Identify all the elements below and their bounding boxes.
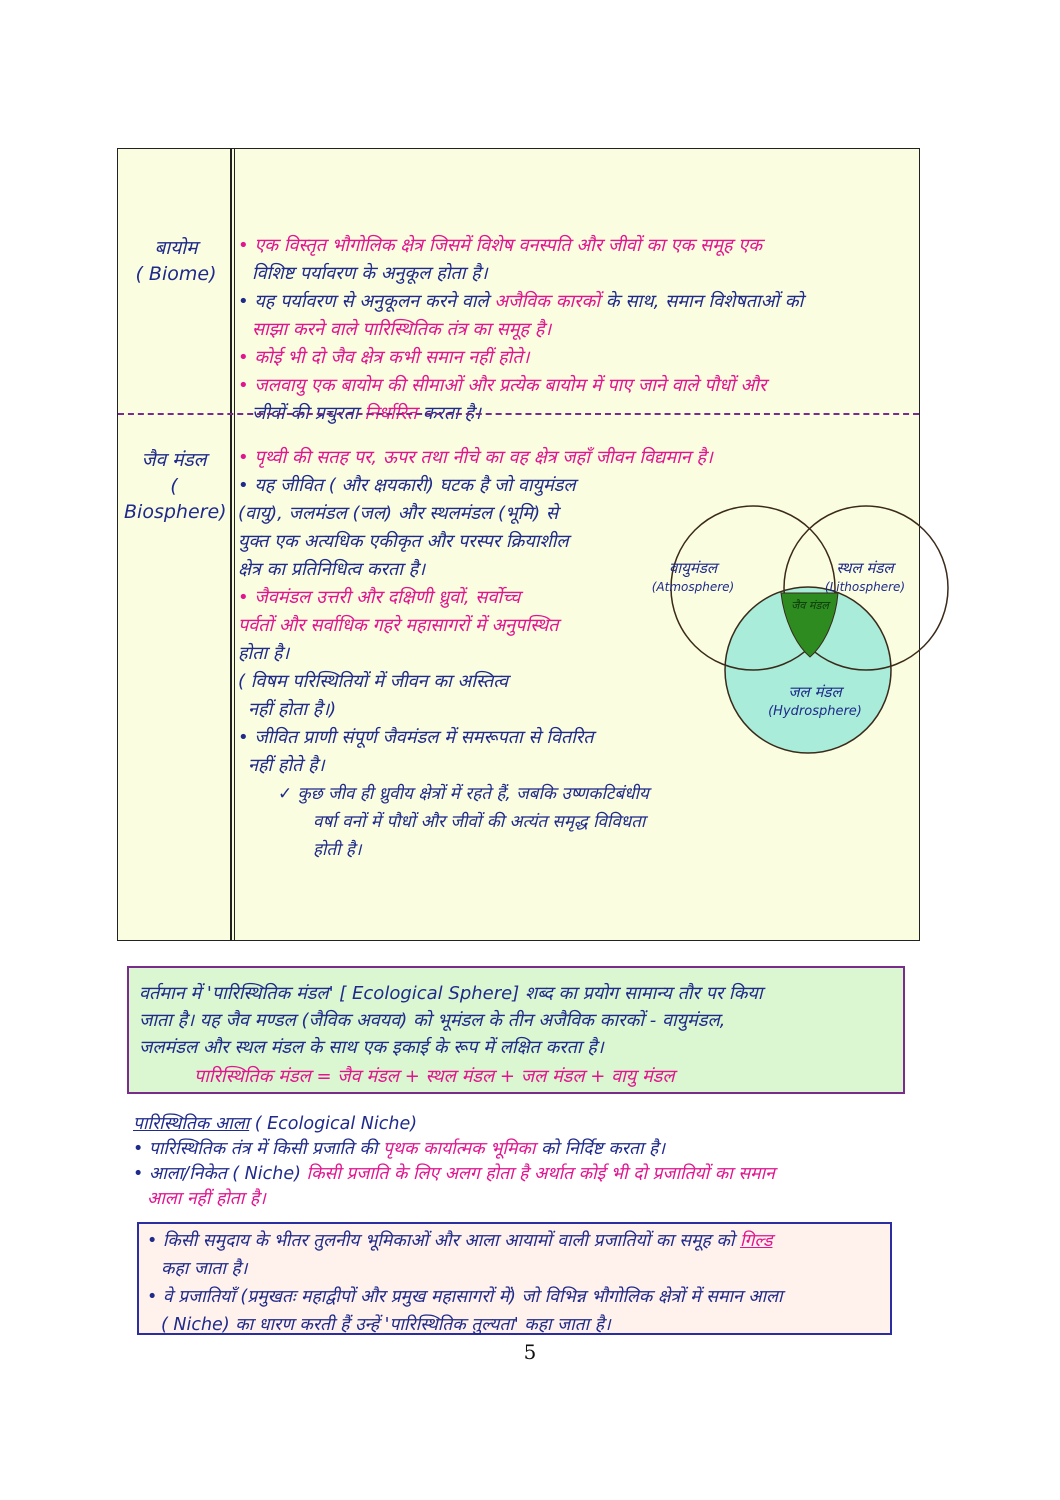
biosphere-point-1: • पृथ्वी की सतह पर, ऊपर तथा नीचे का वह क्षेत्र जहाँ जीवन विद्यमान है।: [238, 445, 913, 471]
eco-box-line-1: वर्तमान में 'पारिस्थितिक मंडल' [ Ecological Sphere] शब्द का प्रयोग सामान्य तौर पर किया: [139, 983, 763, 1004]
eco-sphere-formula: पारिस्थितिक मंडल = जैव मंडल + स्थल मंडल + जल मंडल + वायु मंडल: [194, 1066, 675, 1087]
biosphere-point-3-note-1: ( विषम परिस्थितियों में जीवन का अस्तित्व: [238, 671, 508, 692]
niche-title: पारिस्थितिक आला: [133, 1114, 250, 1134]
biome-term-english: ( Biome): [135, 263, 217, 285]
biosphere-point-2-cont-2: युक्त एक अत्यधिक एकीकृत और परस्पर क्रियाशील: [238, 531, 569, 552]
biome-point-2: • यह पर्यावरण से अनुकूलन करने वाले अजैविक कारकों के साथ, समान विशेषताओं को: [238, 289, 913, 315]
ecological-sphere-box: [127, 966, 905, 1094]
niche-title-english: ( Ecological Niche): [254, 1114, 418, 1134]
biosphere-point-3-cont-1: पर्वतों और सर्वाधिक गहरे महासागरों में अनुपस्थित: [238, 615, 559, 636]
biosphere-tick-note-3: होती है।: [313, 840, 362, 860]
hydrosphere-label-hindi: जल मंडल: [788, 683, 842, 701]
guild-point-1-cont: कहा जाता है।: [161, 1259, 248, 1279]
atmosphere-label-hindi: वायुमंडल: [668, 559, 718, 577]
biome-point-2-cont: साझा करने वाले पारिस्थितिक तंत्र का समूह है।: [252, 319, 552, 340]
biosphere-term-hindi: जैव मंडल: [141, 449, 207, 471]
niche-point-2-cont: आला नहीं होता है।: [147, 1189, 266, 1209]
biosphere-tick-note-2: वर्षा वनों में पौधों और जीवों की अत्यंत समृद्ध विविधता: [313, 812, 646, 832]
biosphere-point-2-cont-3: क्षेत्र का प्रतिनिधित्व करता है।: [238, 559, 426, 580]
guild-point-1: • किसी समुदाय के भीतर तुलनीय भूमिकाओं और आला आयामों वाली प्रजातियों का समूह को गिल्ड: [147, 1228, 882, 1254]
section-divider: [118, 413, 919, 415]
guild-box: [137, 1222, 892, 1335]
hydrosphere-label: [760, 683, 870, 721]
biome-point-1-cont: विशिष्ट पर्यावरण के अनुकूल होता है।: [252, 263, 488, 284]
lithosphere-label-english: (Lithosphere): [824, 580, 906, 594]
notebook-panel: [117, 148, 920, 941]
eco-box-line-2: जाता है। यह जैव मण्डल (जैविक अवयव) को भूमंडल के तीन अजैविक कारकों - वायुमंडल,: [139, 1010, 726, 1031]
biosphere-term: [124, 447, 227, 525]
venn-diagram: [638, 485, 908, 745]
lithosphere-label-hindi: स्थल मंडल: [836, 559, 894, 577]
niche-point-2: • आला/निकेत ( Niche) किसी प्रजाति के लिए अलग होता है अर्थात कोई भी दो प्रजातियों का समान: [133, 1162, 913, 1187]
hydrosphere-label-english: (Hydrosphere): [768, 704, 862, 719]
biome-point-1: • एक विस्तृत भौगोलिक क्षेत्र जिसमें विशेष वनस्पति और जीवों का एक समूह एक: [238, 233, 913, 259]
eco-box-line-3: जलमंडल और स्थल मंडल के साथ एक इकाई के रूप में लक्षित करता है।: [139, 1037, 604, 1058]
guild-point-2: • वे प्रजातियाँ (प्रमुखतः महाद्वीपों और प्रमुख महासागरों में) जो विभिन्न भौगोलिक क्षेत्रों में समान आला: [147, 1284, 882, 1310]
guild-point-2-cont: ( Niche) का धारण करती हैं उन्हें 'पारिस्थितिक तुल्यता' कहा जाता है।: [161, 1315, 611, 1335]
biosphere-tick-note-1: ✓ कुछ जीव ही ध्रुवीय क्षेत्रों में रहते हैं, जबकि उष्णकटिबंधीय: [278, 784, 649, 804]
biosphere-point-2-cont-1: (वायु), जलमंडल (जल) और स्थलमंडल (भूमि) से: [238, 503, 558, 524]
biosphere-point-4-cont: नहीं होते है।: [248, 755, 325, 776]
margin-line-inner: [234, 149, 235, 940]
atmosphere-label: [648, 559, 738, 597]
biosphere-point-2: • यह जीवित ( और क्षयकारी) घटक है जो वायुमंडल: [238, 473, 913, 499]
niche-heading: [133, 1112, 913, 1137]
biosphere-region-label: जैव मंडल: [791, 599, 829, 612]
biosphere-term-english: ( Biosphere): [124, 475, 227, 523]
biome-points: [238, 233, 913, 429]
biome-point-4: • जलवायु एक बायोम की सीमाओं और प्रत्येक बायोम में पाए जाने वाले पौधों और: [238, 373, 913, 399]
biosphere-point-4: • जीवित प्राणी संपूर्ण जैवमंडल में समरूपता से वितरित: [238, 725, 913, 751]
biosphere-point-3-note-2: नहीं होता है।): [248, 699, 337, 720]
biome-point-4-cont: जीवों की प्रचुरता निर्धारित करता है।: [252, 403, 481, 424]
niche-point-1: • पारिस्थितिक तंत्र में किसी प्रजाति की पृथक कार्यात्मक भूमिका को निर्दिष्ट करता है।: [133, 1137, 913, 1162]
biome-term-hindi: बायोम: [154, 237, 198, 259]
biosphere-point-3: • जैवमंडल उत्तरी और दक्षिणी ध्रुवों, सर्वोच्च: [238, 585, 913, 611]
margin-line: [230, 149, 232, 940]
biome-point-3: • कोई भी दो जैव क्षेत्र कभी समान नहीं होते।: [238, 345, 913, 371]
page-number: 5: [523, 1340, 537, 1364]
ecological-niche-section: [133, 1112, 913, 1212]
biosphere-point-3-cont-2: होता है।: [238, 643, 290, 664]
lithosphere-label: [820, 559, 910, 597]
atmosphere-label-english: (Atmosphere): [651, 580, 735, 594]
biome-term: [126, 235, 226, 287]
